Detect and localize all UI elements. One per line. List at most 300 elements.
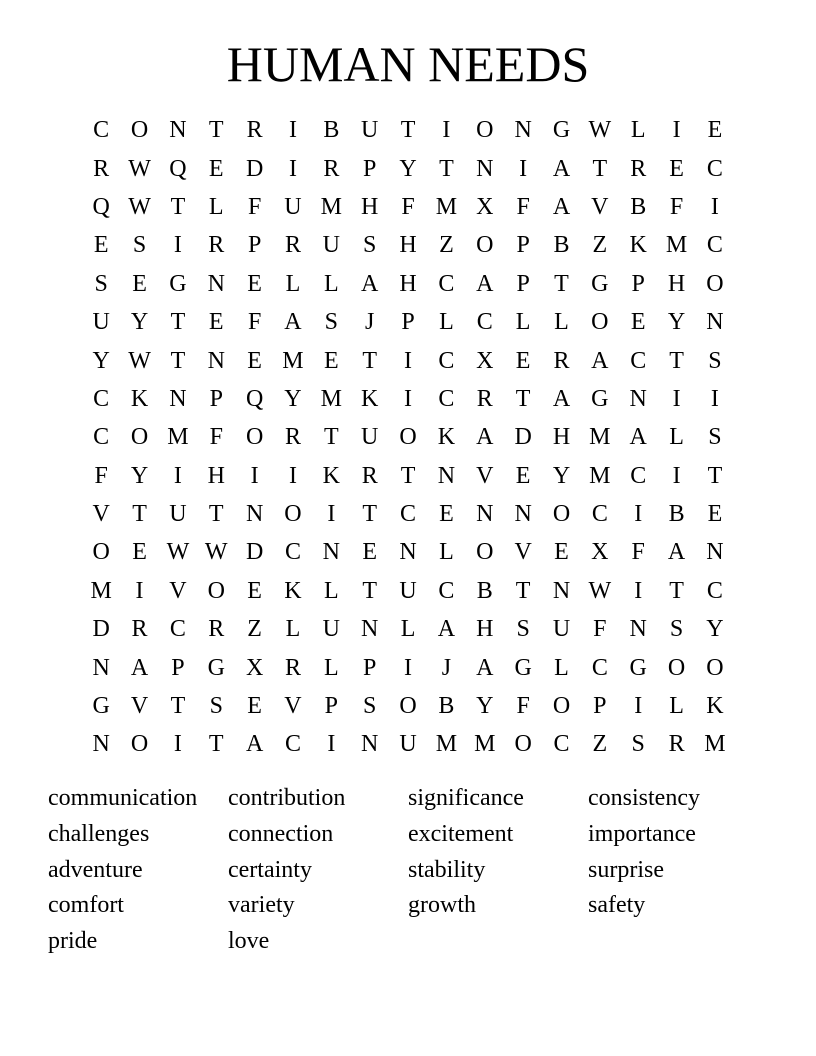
grid-cell[interactable]: O [399,693,417,720]
grid-cell[interactable]: D [514,424,532,451]
grid-cell[interactable]: L [208,193,224,220]
grid-cell[interactable]: G [552,117,571,144]
grid-cell[interactable]: F [516,193,530,220]
grid-cell[interactable]: Z [592,232,608,259]
grid-cell[interactable]: N [437,462,456,489]
grid-cell[interactable]: I [672,462,681,489]
grid-cell[interactable]: T [324,424,339,451]
grid-cell[interactable]: Y [476,693,494,720]
grid-cell[interactable]: V [92,501,110,528]
grid-cell[interactable]: C [93,385,110,412]
grid-row [82,572,734,610]
grid-cell[interactable]: C [476,309,493,336]
grid-cell[interactable]: H [667,270,686,297]
grid-cell[interactable]: E [247,270,262,297]
grid-cell[interactable]: C [438,347,455,374]
grid-cell[interactable]: O [399,424,417,451]
grid-cell[interactable]: B [630,193,647,220]
grid-cell[interactable]: M [167,424,189,451]
grid-cell[interactable]: C [706,155,723,182]
grid-cell[interactable]: F [401,193,415,220]
grid-cell[interactable]: G [629,654,647,681]
grid-row [82,149,734,187]
grid-cell[interactable]: N [399,539,417,566]
grid-cell[interactable]: M [589,462,611,489]
grid-cell[interactable]: Y [399,155,417,182]
grid-cell[interactable]: C [591,654,608,681]
grid-cell[interactable]: C [706,577,723,604]
grid-cell[interactable]: T [515,577,531,604]
grid-cell[interactable]: A [552,385,571,412]
grid-cell[interactable]: A [629,424,647,451]
grid-cell[interactable]: E [208,155,224,182]
grid-cell[interactable]: I [404,347,413,374]
grid-cell[interactable]: A [552,155,571,182]
grid-cell[interactable]: R [131,616,148,643]
grid-cell[interactable]: L [324,577,339,604]
grid-cell[interactable]: P [209,385,223,412]
word-search-grid [82,111,734,763]
grid-cell[interactable]: C [93,424,110,451]
grid-cell[interactable]: X [476,193,494,220]
grid-cell[interactable]: H [399,270,417,297]
grid-cell[interactable]: K [322,462,340,489]
grid-cell[interactable]: I [288,117,297,144]
grid-cell[interactable]: E [132,270,147,297]
grid-cell[interactable]: S [708,424,722,451]
grid-cell[interactable]: C [284,539,301,566]
grid-cell[interactable]: L [439,539,454,566]
grid-cell[interactable]: C [93,117,110,144]
grid-cell[interactable]: W [128,347,151,374]
grid-cell[interactable]: N [706,309,724,336]
grid-cell[interactable]: P [363,654,377,681]
grid-cell[interactable]: N [629,385,647,412]
grid-cell[interactable]: L [285,616,301,643]
grid-cell[interactable]: I [288,155,297,182]
grid-cell[interactable]: R [476,385,493,412]
grid-cell[interactable]: E [93,232,109,259]
grid-cell[interactable]: N [629,616,647,643]
grid-cell[interactable]: T [707,462,723,489]
grid-cell[interactable]: C [284,731,301,758]
grid-cell[interactable]: H [361,193,379,220]
grid-cell[interactable]: T [170,309,186,336]
grid-cell[interactable]: S [94,270,108,297]
grid-cell[interactable]: E [208,309,224,336]
grid-cell[interactable]: L [515,309,531,336]
grid-cell[interactable]: H [207,462,225,489]
grid-cell[interactable]: A [667,539,686,566]
grid-cell[interactable]: P [363,155,377,182]
grid-cell[interactable]: A [361,270,379,297]
grid-cell[interactable]: L [324,654,339,681]
grid-cell[interactable]: N [245,501,264,528]
grid-cell[interactable]: H [552,424,571,451]
grid-cell[interactable]: X [476,347,494,374]
grid-cell[interactable]: Z [247,616,262,643]
grid-cell[interactable]: M [435,731,458,758]
grid-cell[interactable]: J [441,654,452,681]
grid-cell[interactable]: N [514,117,532,144]
grid-cell[interactable]: T [208,117,224,144]
grid-cell[interactable]: I [634,577,643,604]
grid-cell[interactable]: T [515,385,531,412]
grid-cell[interactable]: W [128,193,151,220]
grid-cell[interactable]: X [591,539,609,566]
grid-cell[interactable]: L [630,117,646,144]
grid-cell[interactable]: O [514,731,532,758]
grid-cell[interactable]: L [669,693,684,720]
grid-cell[interactable]: E [247,347,262,374]
grid-cell[interactable]: M [474,731,496,758]
grid-cell[interactable]: A [591,347,609,374]
grid-cell[interactable]: B [323,117,340,144]
grid-cell[interactable]: M [589,424,611,451]
grid-cell[interactable]: S [363,693,377,720]
grid-cell[interactable]: G [207,654,225,681]
grid-cell[interactable]: Y [130,462,149,489]
grid-cell[interactable]: U [552,616,571,643]
grid-cell[interactable]: A [552,193,571,220]
grid-cell[interactable]: T [170,193,186,220]
grid-cell[interactable]: K [361,385,379,412]
grid-cell[interactable]: F [209,424,223,451]
grid-cell[interactable]: R [630,155,647,182]
grid-cell[interactable]: V [284,693,302,720]
grid-cell[interactable]: C [553,731,570,758]
grid-cell[interactable]: I [710,193,719,220]
grid-cell[interactable]: G [591,385,609,412]
grid-cell[interactable]: N [169,117,187,144]
grid-cell[interactable]: T [208,501,224,528]
grid-cell[interactable]: I [672,117,681,144]
grid-cell[interactable]: I [634,693,643,720]
grid-cell[interactable]: O [130,731,149,758]
grid-cell[interactable]: A [476,424,494,451]
grid-cell[interactable]: L [439,309,454,336]
grid-cell[interactable]: N [706,539,724,566]
grid-cell[interactable]: R [553,347,570,374]
grid-cell[interactable]: J [365,309,375,336]
grid-cell[interactable]: E [630,309,646,336]
grid-cell[interactable]: T [362,347,378,374]
grid-cell[interactable]: I [135,577,144,604]
grid-cell[interactable]: M [665,232,688,259]
grid-cell[interactable]: U [322,616,340,643]
grid-cell[interactable]: K [284,577,302,604]
grid-cell[interactable]: I [442,117,451,144]
grid-cell[interactable]: R [246,117,263,144]
grid-cell[interactable]: M [704,731,726,758]
grid-cell[interactable]: T [669,577,684,604]
grid-cell[interactable]: U [284,193,302,220]
grid-cell[interactable]: M [282,347,304,374]
grid-cell[interactable]: R [93,155,110,182]
grid-cell[interactable]: E [515,462,531,489]
grid-cell[interactable]: F [631,539,645,566]
grid-cell[interactable]: V [169,577,187,604]
grid-cell[interactable]: F [593,616,607,643]
grid-cell[interactable]: R [323,155,340,182]
grid-cell[interactable]: E [362,539,378,566]
word-list-item: excitement [408,821,514,848]
grid-cell[interactable]: N [207,347,225,374]
grid-cell[interactable]: R [208,616,225,643]
grid-cell[interactable]: R [361,462,378,489]
grid-cell[interactable]: O [667,654,686,681]
grid-cell[interactable]: P [247,232,262,259]
grid-cell[interactable]: T [400,462,416,489]
grid-cell[interactable]: I [404,385,413,412]
grid-cell[interactable]: N [552,577,571,604]
grid-cell[interactable]: W [128,155,151,182]
grid-cell[interactable]: C [706,232,723,259]
grid-cell[interactable]: R [284,654,301,681]
grid-cell[interactable]: O [706,270,724,297]
grid-cell[interactable]: C [630,462,647,489]
grid-cell[interactable]: C [438,577,455,604]
grid-cell[interactable]: Z [439,232,454,259]
grid-cell[interactable]: C [438,270,455,297]
grid-cell[interactable]: P [631,270,645,297]
grid-cell[interactable]: S [132,232,147,259]
grid-cell[interactable]: I [250,462,259,489]
grid-cell[interactable]: S [708,347,722,374]
grid-cell[interactable]: P [171,654,185,681]
grid-cell[interactable]: U [92,309,110,336]
grid-cell[interactable]: N [514,501,532,528]
grid-cell[interactable]: K [437,424,456,451]
grid-cell[interactable]: M [320,193,342,220]
grid-cell[interactable]: E [669,155,684,182]
grid-cell[interactable]: U [399,731,417,758]
grid-row [82,533,734,571]
grid-cell[interactable]: A [130,654,149,681]
grid-cell[interactable]: T [439,155,454,182]
grid-cell[interactable]: I [710,385,719,412]
grid-cell[interactable]: O [207,577,225,604]
grid-cell[interactable]: I [327,501,336,528]
grid-cell[interactable]: P [401,309,415,336]
grid-cell[interactable]: K [629,232,647,259]
grid-cell[interactable]: Y [667,309,686,336]
grid-cell[interactable]: O [552,501,571,528]
grid-cell[interactable]: M [435,193,458,220]
grid-cell[interactable]: E [132,539,147,566]
grid-cell[interactable]: O [92,539,110,566]
grid-cell[interactable]: K [130,385,149,412]
grid-cell[interactable]: X [245,654,264,681]
grid-cell[interactable]: L [554,654,569,681]
grid-cell[interactable]: S [363,232,377,259]
grid-cell[interactable]: Y [284,385,302,412]
grid-cell[interactable]: E [707,117,723,144]
grid-cell[interactable]: G [169,270,187,297]
grid-cell[interactable]: Y [92,347,110,374]
grid-cell[interactable]: C [630,347,647,374]
grid-cell[interactable]: W [166,539,190,566]
grid-cell[interactable]: N [92,731,110,758]
word-list-item: growth [408,892,476,919]
grid-cell[interactable]: U [169,501,187,528]
grid-row [82,341,734,379]
grid-cell[interactable]: U [361,117,379,144]
grid-cell[interactable]: P [516,270,530,297]
grid-cell[interactable]: S [209,693,223,720]
grid-cell[interactable]: I [634,501,643,528]
grid-cell[interactable]: N [476,501,494,528]
grid-cell[interactable]: G [514,654,532,681]
grid-cell[interactable]: P [516,232,530,259]
grid-cell[interactable]: A [245,731,264,758]
grid-cell[interactable]: V [514,539,532,566]
grid-cell[interactable]: O [245,424,264,451]
grid-cell[interactable]: P [593,693,607,720]
grid-cell[interactable]: M [90,577,112,604]
word-list-item: surprise [588,856,664,883]
grid-cell[interactable]: T [132,501,147,528]
grid-cell[interactable]: Q [169,155,187,182]
grid-cell[interactable]: G [92,693,110,720]
grid-cell[interactable]: Y [706,616,724,643]
grid-cell[interactable]: B [476,577,493,604]
grid-cell[interactable]: O [130,117,149,144]
grid-cell[interactable]: R [668,731,685,758]
grid-cell[interactable]: V [476,462,494,489]
grid-cell[interactable]: T [554,270,569,297]
word-list-item: importance [588,821,696,848]
grid-cell[interactable]: T [170,693,186,720]
grid-cell[interactable]: U [361,424,379,451]
grid-cell[interactable]: S [669,616,684,643]
grid-cell[interactable]: D [245,539,264,566]
grid-cell[interactable]: F [94,462,108,489]
grid-cell[interactable]: E [247,577,262,604]
grid-cell[interactable]: N [92,654,110,681]
grid-cell[interactable]: Z [592,731,608,758]
grid-cell[interactable]: O [591,309,609,336]
grid-cell[interactable]: F [516,693,530,720]
grid-cell[interactable]: E [515,347,531,374]
grid-cell[interactable]: F [247,193,262,220]
grid-cell[interactable]: B [668,501,685,528]
grid-cell[interactable]: V [130,693,149,720]
grid-cell[interactable]: L [554,309,569,336]
grid-cell[interactable]: P [324,693,339,720]
grid-cell[interactable]: C [591,501,608,528]
grid-cell[interactable]: W [588,117,612,144]
grid-row [82,226,734,264]
grid-cell[interactable]: A [437,616,456,643]
grid-cell[interactable]: T [362,577,378,604]
grid-cell[interactable]: W [588,577,612,604]
grid-cell[interactable]: O [706,654,724,681]
word-list-item: stability [408,856,486,883]
grid-cell[interactable]: E [324,347,339,374]
grid-cell[interactable]: C [400,501,417,528]
grid-cell[interactable]: T [362,501,378,528]
grid-cell[interactable]: L [400,616,416,643]
grid-cell[interactable]: H [399,232,417,259]
grid-cell[interactable]: R [284,424,301,451]
grid-cell[interactable]: A [284,309,302,336]
grid-cell[interactable]: S [516,616,530,643]
grid-cell[interactable]: T [592,155,608,182]
grid-cell[interactable]: T [208,731,224,758]
grid-cell[interactable]: D [245,155,264,182]
grid-cell[interactable]: L [285,270,301,297]
grid-cell[interactable]: S [631,731,645,758]
grid-cell[interactable]: I [519,155,528,182]
grid-cell[interactable]: N [361,731,379,758]
grid-cell[interactable]: H [476,616,494,643]
grid-cell[interactable]: I [672,385,681,412]
grid-cell[interactable]: I [288,462,297,489]
grid-cell[interactable]: V [591,193,609,220]
grid-cell[interactable]: A [476,654,494,681]
grid-cell[interactable]: M [320,385,342,412]
grid-cell[interactable]: Y [552,462,571,489]
grid-cell[interactable]: B [553,232,570,259]
grid-cell[interactable]: E [707,501,723,528]
grid-cell[interactable]: E [439,501,454,528]
grid-cell[interactable]: N [476,155,494,182]
grid-cell[interactable]: Q [245,385,264,412]
grid-cell[interactable]: K [706,693,724,720]
grid-cell[interactable]: L [669,424,684,451]
grid-cell[interactable]: F [669,193,684,220]
grid-cell[interactable]: N [207,270,225,297]
grid-cell[interactable]: C [438,385,455,412]
grid-cell[interactable]: N [361,616,379,643]
grid-cell[interactable]: C [169,616,186,643]
grid-cell[interactable]: D [92,616,110,643]
grid-cell[interactable]: I [173,232,182,259]
grid-cell[interactable]: I [173,731,182,758]
grid-cell[interactable]: R [284,232,301,259]
grid-cell[interactable]: I [327,731,336,758]
grid-cell[interactable]: W [204,539,228,566]
grid-cell[interactable]: I [173,462,182,489]
grid-cell[interactable]: R [208,232,225,259]
grid-cell[interactable]: F [247,309,262,336]
grid-cell[interactable]: O [552,693,571,720]
grid-cell[interactable]: L [324,270,339,297]
grid-cell[interactable]: O [130,424,149,451]
grid-cell[interactable]: O [476,232,494,259]
grid-cell[interactable]: T [170,347,186,374]
grid-cell[interactable]: O [476,539,494,566]
grid-cell[interactable]: T [669,347,684,374]
grid-cell[interactable]: S [324,309,339,336]
grid-cell[interactable]: A [476,270,494,297]
grid-cell[interactable]: U [322,232,340,259]
grid-cell[interactable]: E [554,539,569,566]
grid-cell[interactable]: O [284,501,302,528]
grid-cell[interactable]: Q [92,193,110,220]
grid-cell[interactable]: I [404,654,413,681]
grid-cell[interactable]: G [591,270,609,297]
grid-cell[interactable]: T [400,117,416,144]
grid-cell[interactable]: B [438,693,455,720]
grid-cell[interactable]: O [476,117,494,144]
grid-cell[interactable]: Y [130,309,149,336]
grid-cell[interactable]: N [169,385,187,412]
grid-cell[interactable]: N [322,539,340,566]
grid-cell[interactable]: U [399,577,417,604]
grid-cell[interactable]: E [247,693,262,720]
